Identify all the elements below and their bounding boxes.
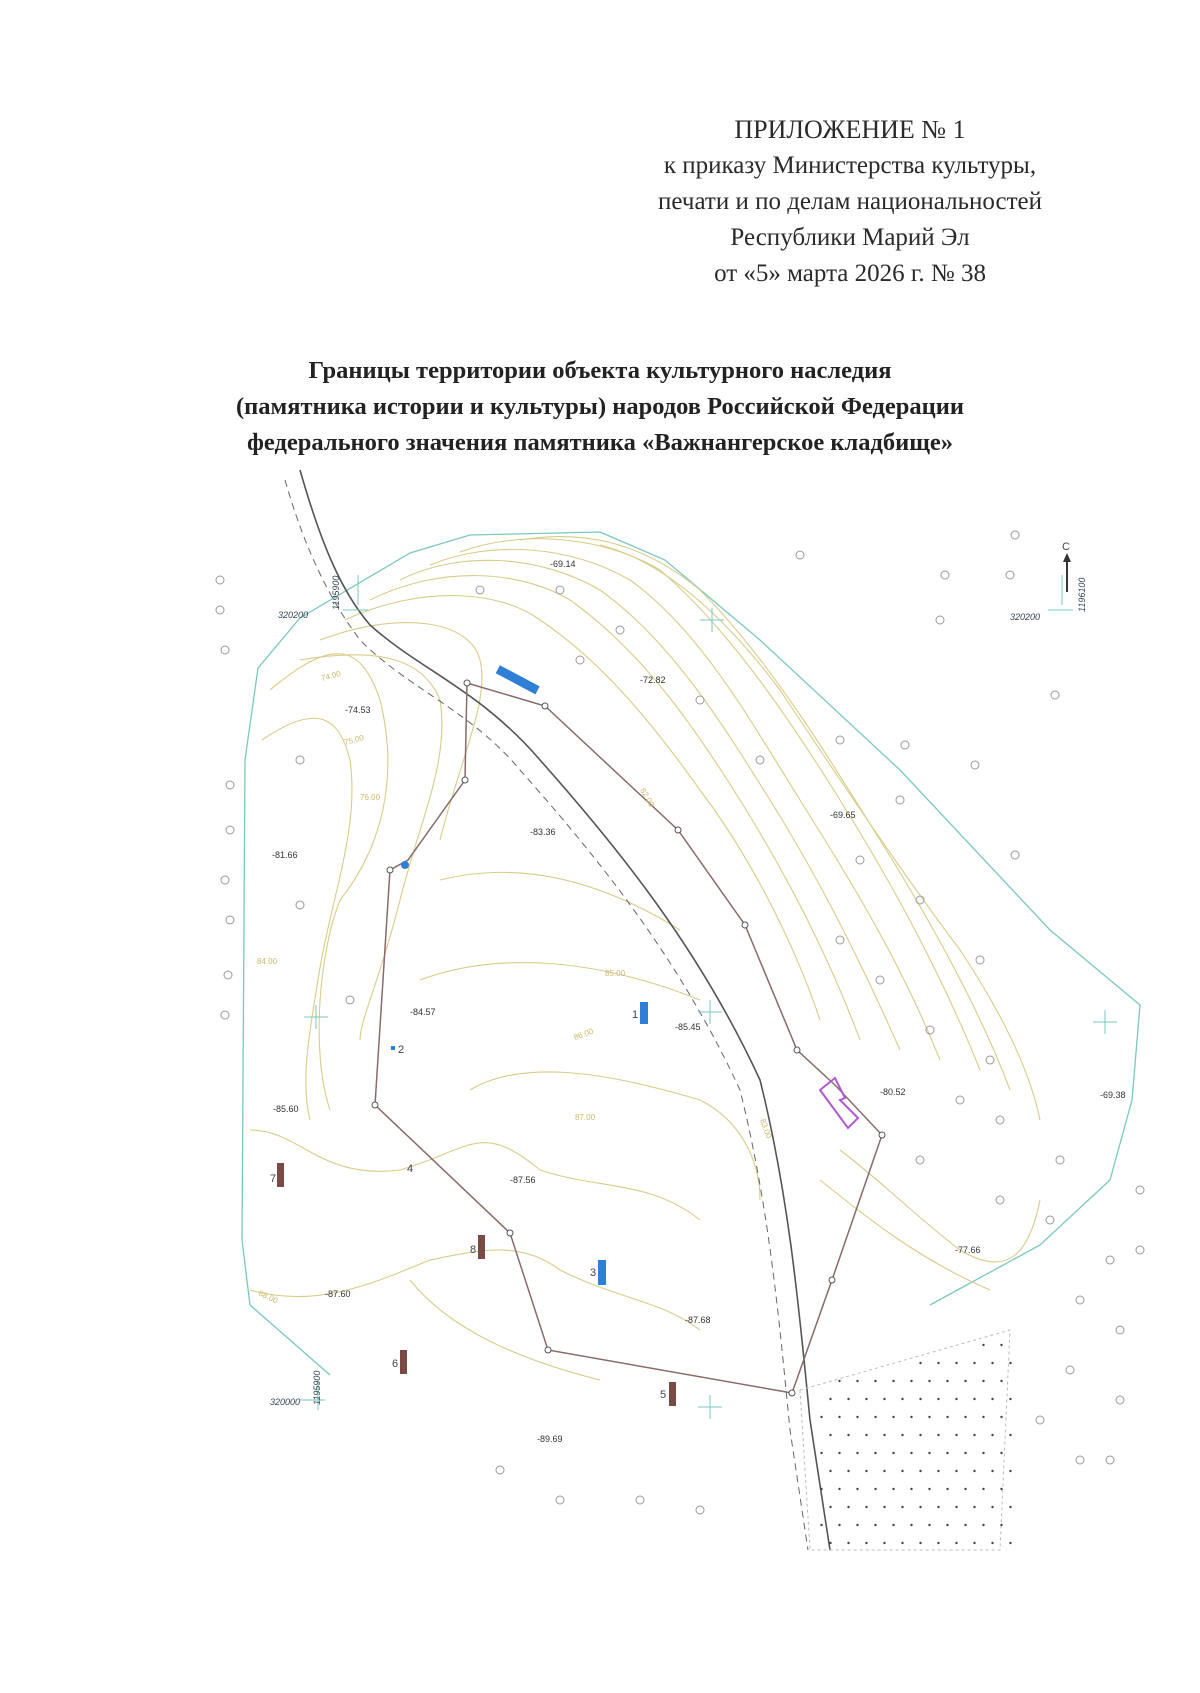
grid-label: 1196100 [1077,577,1087,612]
area-dot [1000,1380,1002,1382]
area-dot [919,1506,921,1508]
tree-icon [936,616,944,624]
tree-icon [616,626,624,634]
area-dot [856,1488,858,1490]
area-dot [892,1380,894,1382]
area-dot [892,1488,894,1490]
area-dot [973,1362,975,1364]
area-dot [982,1416,984,1418]
tree-icon [1051,691,1059,699]
grid-label: 320000 [270,1397,301,1407]
area-dot [937,1542,939,1544]
area-dot [1009,1398,1011,1400]
area-dot [883,1434,885,1436]
area-dot [937,1470,939,1472]
area-dot [1009,1542,1011,1544]
area-dot [901,1470,903,1472]
object-number: 7 [270,1173,277,1185]
area-dot [856,1380,858,1382]
tree-icon [836,936,844,944]
area-dot [865,1542,867,1544]
tree-icon [1056,1156,1064,1164]
contour-label: 85.00 [605,969,626,978]
tree-icon [956,1096,964,1104]
tree-icon [996,1116,1004,1124]
area-dot [946,1416,948,1418]
tree-icon [296,901,304,909]
area-dot [829,1398,831,1400]
tree-icon [1136,1186,1144,1194]
tree-icon [221,1011,229,1019]
tree-icon [226,826,234,834]
object-number: 4 [407,1163,414,1175]
tree-icon [796,551,804,559]
tree-icon [556,586,564,594]
tree-icon [636,1496,644,1504]
area-dot [928,1452,930,1454]
area-dot [901,1398,903,1400]
area-dot [1009,1362,1011,1364]
area-dot [874,1524,876,1526]
area-dot [901,1434,903,1436]
tree-icon [941,571,949,579]
tree-icon [901,741,909,749]
area-dot [964,1380,966,1382]
area-dot [892,1524,894,1526]
object-number: 2 [398,1044,405,1056]
tree-icon [986,1056,994,1064]
contour-label: 75.00 [343,733,365,747]
tree-icon [216,576,224,584]
area-dot [919,1362,921,1364]
elevation-label: -80.52 [880,1087,906,1097]
area-dot [919,1542,921,1544]
elevation-label: -85.60 [273,1104,299,1114]
area-dot [892,1452,894,1454]
area-dot [919,1470,921,1472]
area-dot [910,1488,912,1490]
area-dot [955,1506,957,1508]
area-dot [847,1470,849,1472]
contour-label: 74.00 [320,669,342,683]
tree-icon [916,1156,924,1164]
area-dot [883,1542,885,1544]
tree-icon [1076,1296,1084,1304]
area-dot [874,1416,876,1418]
blue-object-top [496,665,540,694]
appendix-number: ПРИЛОЖЕНИЕ № 1 [734,115,966,144]
area-dot [937,1506,939,1508]
area-dot [838,1380,840,1382]
tree-icon [971,761,979,769]
grid-label: 1195900 [331,575,341,610]
area-dot [982,1524,984,1526]
grid-crosses [300,575,1117,1419]
area-dot [874,1452,876,1454]
area-dot [964,1488,966,1490]
area-dot [982,1452,984,1454]
tree-icon [1006,571,1014,579]
area-dot [982,1488,984,1490]
area-dot [910,1524,912,1526]
area-dot [865,1434,867,1436]
object-6-marker [400,1350,407,1374]
dotted-area-points [820,1344,1011,1544]
grid-label: 320200 [1010,612,1041,622]
boundary-vertices [372,680,885,1396]
area-dot [1000,1488,1002,1490]
area-dot [865,1398,867,1400]
contour-lines [250,537,1040,1380]
area-dot [955,1362,957,1364]
area-dot [991,1506,993,1508]
object-2-marker [391,1046,395,1050]
area-dot [964,1452,966,1454]
title-line: Границы территории объекта культурного наследия [308,357,892,384]
object-number: 3 [590,1267,597,1279]
area-dot [865,1470,867,1472]
elevation-label: -77.66 [955,1245,981,1255]
area-dot [955,1542,957,1544]
area-dot [865,1506,867,1508]
contour-label: 83.00 [758,1117,774,1140]
elevation-label: -87.60 [325,1289,351,1299]
area-dot [856,1452,858,1454]
area-dot [973,1398,975,1400]
grid-label: 1195900 [312,1370,322,1405]
area-dot [982,1380,984,1382]
area-dot [919,1398,921,1400]
area-dot [946,1452,948,1454]
tree-icon [556,1496,564,1504]
area-dot [991,1542,993,1544]
area-dot [838,1488,840,1490]
elevation-label: -84.57 [410,1007,436,1017]
area-dot [874,1488,876,1490]
area-dot [820,1416,822,1418]
object-8-marker [478,1235,485,1259]
area-dot [1000,1524,1002,1526]
road-dashed [285,480,808,1550]
tree-icon [226,916,234,924]
area-dot [838,1524,840,1526]
contour-label: 76.00 [360,793,381,802]
tree-icon [836,736,844,744]
area-dot [928,1416,930,1418]
title-line: федерального значения памятника «Важнангерское кладбище» [246,429,954,456]
object-5-marker [669,1382,676,1406]
area-dot [874,1380,876,1382]
tree-icon [221,876,229,884]
area-dot [946,1524,948,1526]
area-dot [955,1470,957,1472]
tree-icon [976,956,984,964]
elevation-label: -72.82 [640,675,666,685]
area-dot [1000,1452,1002,1454]
area-dot [973,1434,975,1436]
area-dot [847,1506,849,1508]
area-dot [937,1362,939,1364]
area-dot [829,1542,831,1544]
area-dot [928,1488,930,1490]
elevation-label: -85.45 [675,1022,701,1032]
area-dot [1000,1344,1002,1346]
area-dot [919,1434,921,1436]
area-dot [973,1542,975,1544]
area-dot [910,1452,912,1454]
area-dot [901,1542,903,1544]
area-dot [901,1506,903,1508]
tree-icon [1106,1256,1114,1264]
tree-icon [296,756,304,764]
north-arrow-head [1063,553,1071,562]
area-dot [973,1470,975,1472]
area-dot [856,1416,858,1418]
tree-icon [1046,1216,1054,1224]
area-dot [883,1398,885,1400]
area-dot [982,1344,984,1346]
tree-icon [576,656,584,664]
area-dot [946,1380,948,1382]
grid-label: 320200 [278,610,309,620]
elevation-label: -69.14 [550,559,576,569]
area-dot [910,1416,912,1418]
area-dot [1000,1416,1002,1418]
area-dot [820,1524,822,1526]
area-dot [829,1506,831,1508]
tree-icon [221,646,229,654]
tree-icon [476,586,484,594]
tree-icon [996,1196,1004,1204]
elevation-label: -69.65 [830,810,856,820]
area-dot [838,1452,840,1454]
area-dot [991,1398,993,1400]
order-line: Республики Марий Эл [730,224,970,251]
area-dot [829,1434,831,1436]
tree-icon [216,606,224,614]
object-numbers [270,1009,666,1401]
elevation-label: -87.56 [510,1175,536,1185]
support-point [401,861,409,869]
area-dot [1009,1470,1011,1472]
tree-icon [856,856,864,864]
area-dot [973,1506,975,1508]
object-7-marker [277,1163,284,1187]
tree-icon [696,696,704,704]
territory-boundary [375,683,882,1393]
order-line: к приказу Министерства культуры, [663,152,1037,179]
area-dot [937,1398,939,1400]
area-dot [910,1380,912,1382]
order-date: от «5» марта 2026 г. № 38 [714,260,986,287]
object-3-marker [598,1260,606,1285]
tree-icon [876,976,884,984]
contour-label: 82.00 [638,786,657,809]
object-number: 8 [470,1244,477,1256]
area-dot [892,1416,894,1418]
area-dot [991,1362,993,1364]
area-dot [847,1542,849,1544]
area-dot [928,1380,930,1382]
order-line: печати и по делам национальностей [658,188,1042,215]
area-dot [991,1470,993,1472]
tree-icon [346,996,354,1004]
area-dot [838,1416,840,1418]
north-label: С [1062,541,1070,553]
contour-label: 88.00 [257,1288,280,1306]
object-number: 5 [660,1389,667,1401]
area-dot [955,1398,957,1400]
title-line: (памятника истории и культуры) народов Российской Федерации [236,393,964,420]
elevation-label: -89.69 [537,1434,563,1444]
elevation-label: -74.53 [345,705,371,715]
tree-icon [1136,1246,1144,1254]
object-number: 1 [632,1009,639,1021]
tree-icon [896,796,904,804]
tree-icon [496,1466,504,1474]
tree-icon [1066,1366,1074,1374]
tree-icon [1106,1456,1114,1464]
area-dot [883,1470,885,1472]
area-dot [991,1434,993,1436]
area-dot [829,1470,831,1472]
tree-icon [224,971,232,979]
elevation-label: -81.66 [272,850,298,860]
tree-icon [1076,1456,1084,1464]
object-number: 6 [392,1358,399,1370]
contour-label: 84.00 [257,957,278,966]
tree-icon [226,781,234,789]
tree-icon [1011,851,1019,859]
area-dot [847,1398,849,1400]
tree-icon [696,1506,704,1514]
area-dot [955,1434,957,1436]
tree-icon [1036,1416,1044,1424]
area-dot [883,1506,885,1508]
area-dot [964,1416,966,1418]
area-dot [856,1524,858,1526]
elevation-label: -69.38 [1100,1090,1126,1100]
elevation-label: -87.68 [685,1315,711,1325]
tree-icon [756,756,764,764]
tree-icon [1116,1396,1124,1404]
area-dot [1009,1434,1011,1436]
area-dot [937,1434,939,1436]
tree-icon [1011,531,1019,539]
area-dot [847,1434,849,1436]
elevation-label: -83.36 [530,827,556,837]
area-dot [820,1452,822,1454]
area-dot [1009,1506,1011,1508]
area-dot [964,1524,966,1526]
area-dot [928,1524,930,1526]
area-dot [820,1488,822,1490]
contour-label: 86.00 [572,1026,595,1042]
contour-label: 87.00 [575,1113,596,1122]
area-dot [946,1488,948,1490]
object-1-marker [640,1002,648,1024]
dotted-area [800,1330,1010,1550]
tree-icon [1116,1326,1124,1334]
